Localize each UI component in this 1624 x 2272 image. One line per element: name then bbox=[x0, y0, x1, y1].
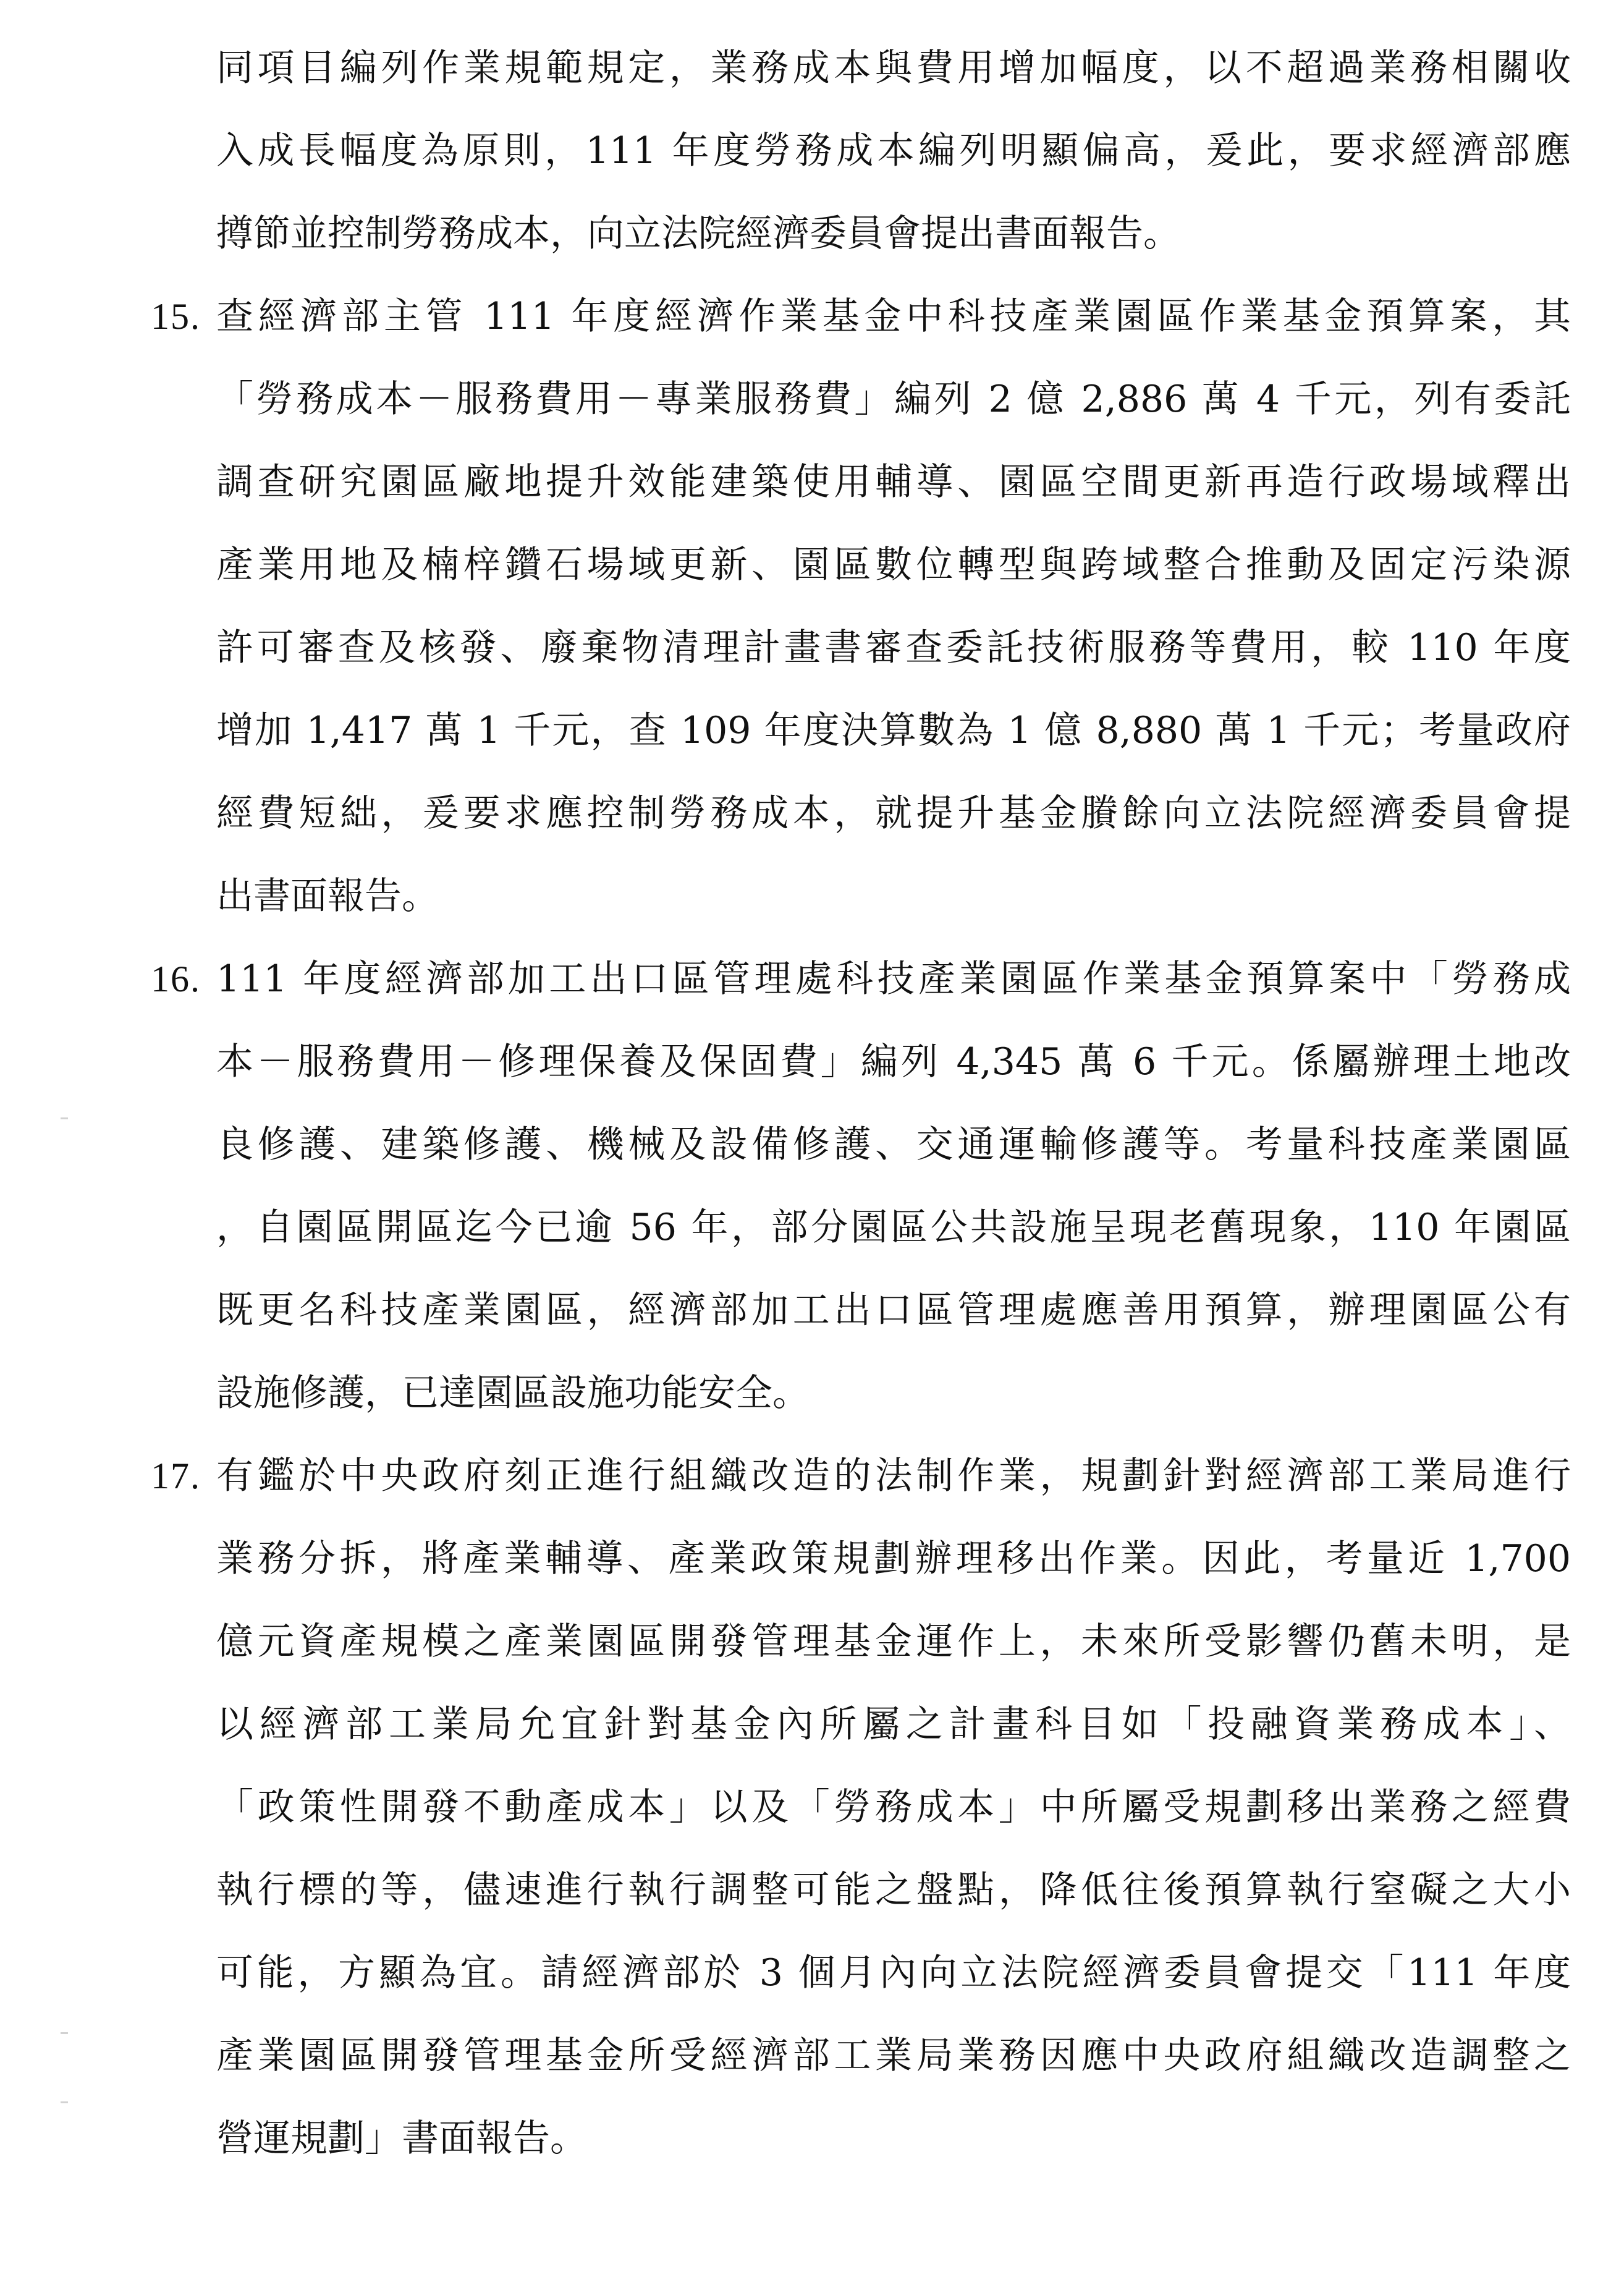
paragraph-line: 設施修護，已達園區設施功能安全。 bbox=[216, 1371, 810, 1415]
paragraph-line: 「勞務成本－服務費用－專業服務費」編列 2 億 2,886 萬 4 千元，列有委託 bbox=[216, 378, 1571, 421]
paragraph-line: 業務分拆，將產業輔導、產業政策規劃辦理移出作業。因此，考量近 1,700 bbox=[216, 1537, 1571, 1580]
paragraph-line: 出書面報告。 bbox=[216, 875, 439, 918]
paragraph-line: 有鑑於中央政府刻正進行組織改造的法制作業，規劃針對經濟部工業局進行 bbox=[216, 1454, 1571, 1498]
paragraph-line: 可能，方顯為宜。請經濟部於 3 個月內向立法院經濟委員會提交「111 年度 bbox=[216, 1951, 1571, 1994]
paragraph-line: 經費短絀，爰要求應控制勞務成本，就提升基金賸餘向立法院經濟委員會提 bbox=[216, 792, 1571, 835]
paragraph-line: 產業園區開發管理基金所受經濟部工業局業務因應中央政府組織改造調整之 bbox=[216, 2034, 1571, 2077]
paragraph-line: ，自園區開區迄今已逾 56 年，部分園區公共設施呈現老舊現象，110 年園區 bbox=[216, 1206, 1571, 1249]
paragraph-line: 同項目編列作業規範規定，業務成本與費用增加幅度，以不超過業務相關收 bbox=[216, 46, 1571, 90]
paragraph-line: 產業用地及楠梓鑽石場域更新、園區數位轉型與跨域整合推動及固定污染源 bbox=[216, 543, 1571, 587]
paragraph-line: 以經濟部工業局允宜針對基金內所屬之計畫科目如「投融資業務成本」、 bbox=[216, 1703, 1571, 1746]
paragraph-line: 撙節並控制勞務成本，向立法院經濟委員會提出書面報告。 bbox=[216, 212, 1180, 255]
paragraph-line: 本－服務費用－修理保養及保固費」編列 4,345 萬 6 千元。係屬辦理土地改 bbox=[216, 1040, 1571, 1083]
paragraph-line: 營運規劃」書面報告。 bbox=[216, 2117, 587, 2160]
paragraph-line: 查經濟部主管 111 年度經濟作業基金中科技產業園區作業基金預算案，其 bbox=[216, 295, 1571, 338]
margin-mark bbox=[61, 2032, 68, 2034]
item-number: 16. bbox=[151, 959, 201, 999]
paragraph-line: 億元資產規模之產業園區開發管理基金運作上，未來所受影響仍舊未明，是 bbox=[216, 1620, 1571, 1663]
margin-mark bbox=[61, 2101, 68, 2103]
item-number: 17. bbox=[151, 1456, 201, 1496]
paragraph-line: 入成長幅度為原則，111 年度勞務成本編列明顯偏高，爰此，要求經濟部應 bbox=[216, 129, 1571, 172]
paragraph-line: 111 年度經濟部加工出口區管理處科技產業園區作業基金預算案中「勞務成 bbox=[216, 957, 1571, 1001]
paragraph-line: 良修護、建築修護、機械及設備修護、交通運輸修護等。考量科技產業園區 bbox=[216, 1123, 1571, 1166]
margin-mark bbox=[61, 1117, 68, 1119]
paragraph-line: 增加 1,417 萬 1 千元，查 109 年度決算數為 1 億 8,880 萬 1 千元；考量政府 bbox=[216, 709, 1571, 752]
paragraph-line: 執行標的等，儘速進行執行調整可能之盤點，降低往後預算執行窒礙之大小 bbox=[216, 1868, 1571, 1912]
paragraph-line: 調查研究園區廠地提升效能建築使用輔導、園區空間更新再造行政場域釋出 bbox=[216, 460, 1571, 504]
paragraph-line: 許可審查及核發、廢棄物清理計畫書審查委託技術服務等費用，較 110 年度 bbox=[216, 626, 1571, 669]
paragraph-line: 「政策性開發不動產成本」以及「勞務成本」中所屬受規劃移出業務之經費 bbox=[216, 1786, 1571, 1829]
item-number: 15. bbox=[151, 296, 201, 337]
paragraph-line: 既更名科技產業園區，經濟部加工出口區管理處應善用預算，辦理園區公有 bbox=[216, 1289, 1571, 1332]
